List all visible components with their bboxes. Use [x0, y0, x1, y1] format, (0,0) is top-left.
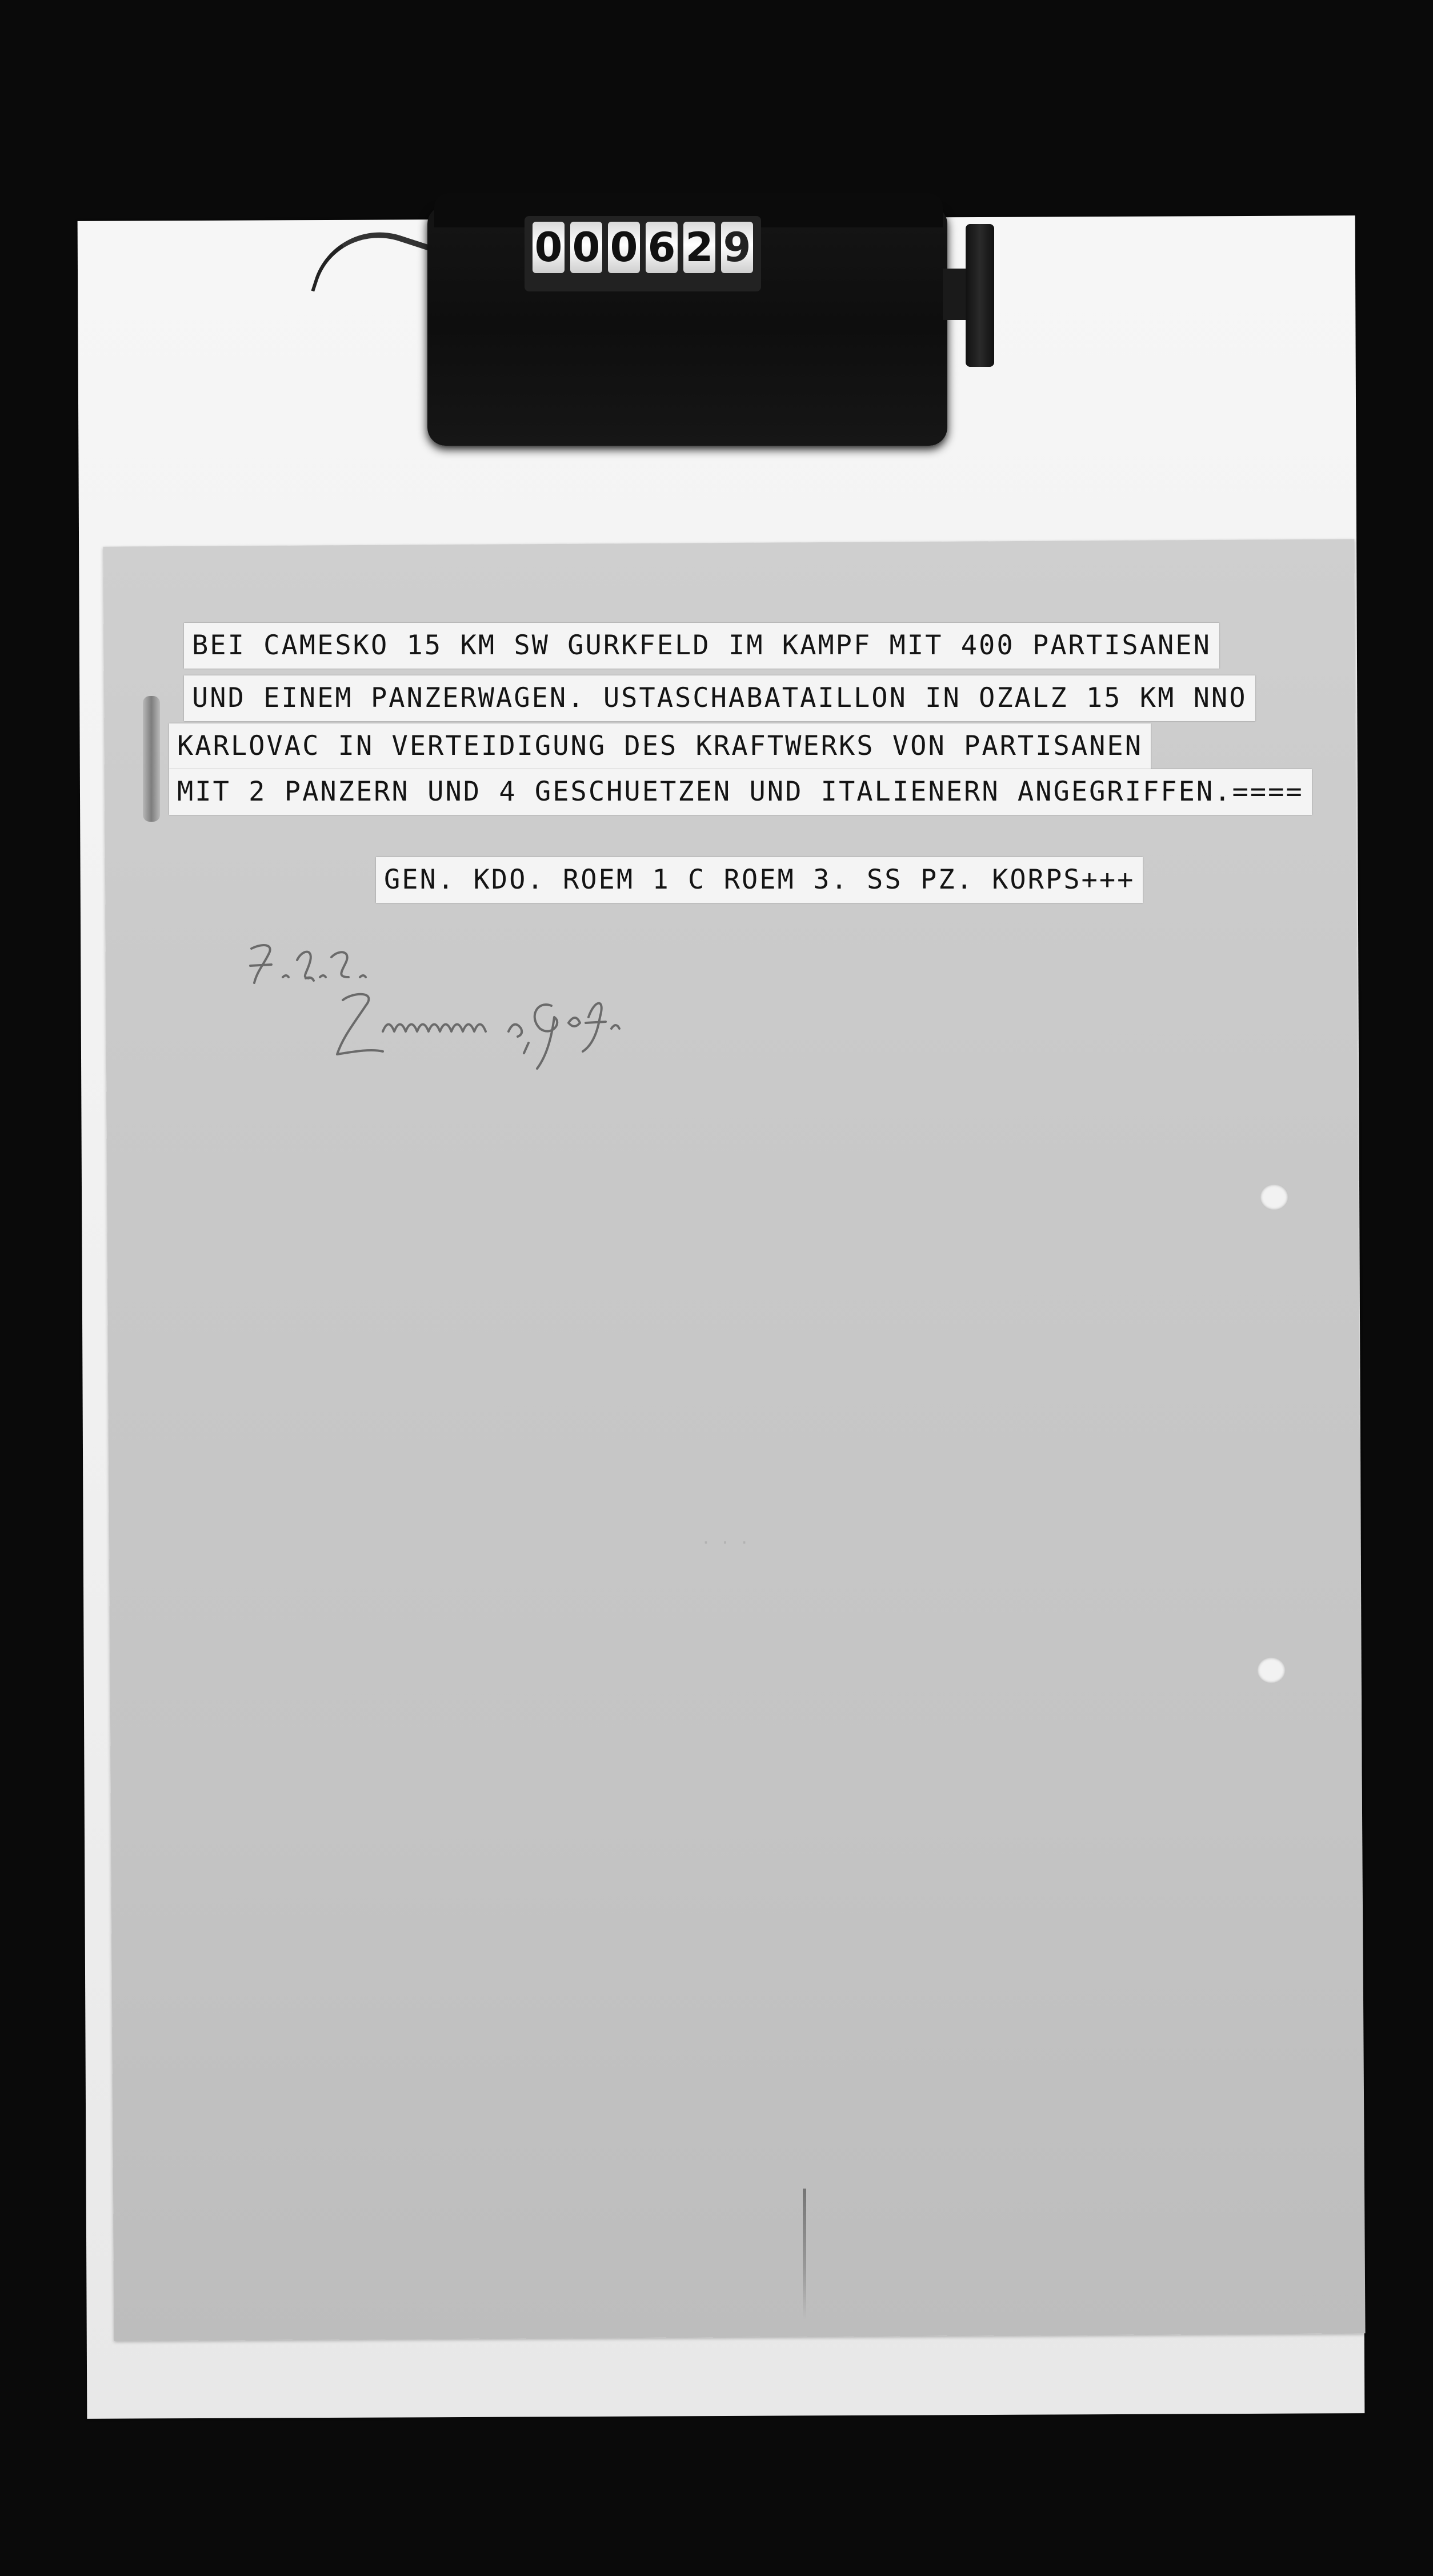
- counter-digit: 9: [721, 222, 753, 273]
- pencil-mark: [143, 696, 160, 822]
- signature-drawing: [240, 937, 674, 1086]
- counter-digit: 2: [683, 222, 715, 273]
- counter-stem: [943, 269, 968, 320]
- ghost-text: · · ·: [703, 1531, 751, 1554]
- counter-digit: 0: [570, 222, 602, 273]
- counter-digits: [525, 216, 761, 291]
- punch-hole: [1257, 1657, 1286, 1683]
- telegram-line: UND EINEM PANZERWAGEN. USTASCHABATAILLON IN OZALZ 15 KM NNO: [184, 675, 1255, 721]
- handwritten-signature: [240, 937, 674, 1086]
- telegram-line: MIT 2 PANZERN UND 4 GESCHUETZEN UND ITALIENERN ANGEGRIFFEN.====: [169, 769, 1312, 815]
- telegram-line: KARLOVAC IN VERTEIDIGUNG DES KRAFTWERKS VON PARTISANEN: [169, 723, 1151, 769]
- counter-digit: 0: [608, 222, 640, 273]
- telegram-sender: GEN. KDO. ROEM 1 C ROEM 3. SS PZ. KORPS+++: [376, 857, 1143, 903]
- counter-digit: 0: [533, 222, 565, 273]
- punch-hole: [1260, 1184, 1288, 1210]
- counter-knob: [966, 224, 994, 367]
- counter-digit: 6: [646, 222, 678, 273]
- sheet-crease: [803, 2189, 806, 2320]
- telegram-line: BEI CAMESKO 15 KM SW GURKFELD IM KAMPF MIT 400 PARTISANEN: [184, 623, 1219, 669]
